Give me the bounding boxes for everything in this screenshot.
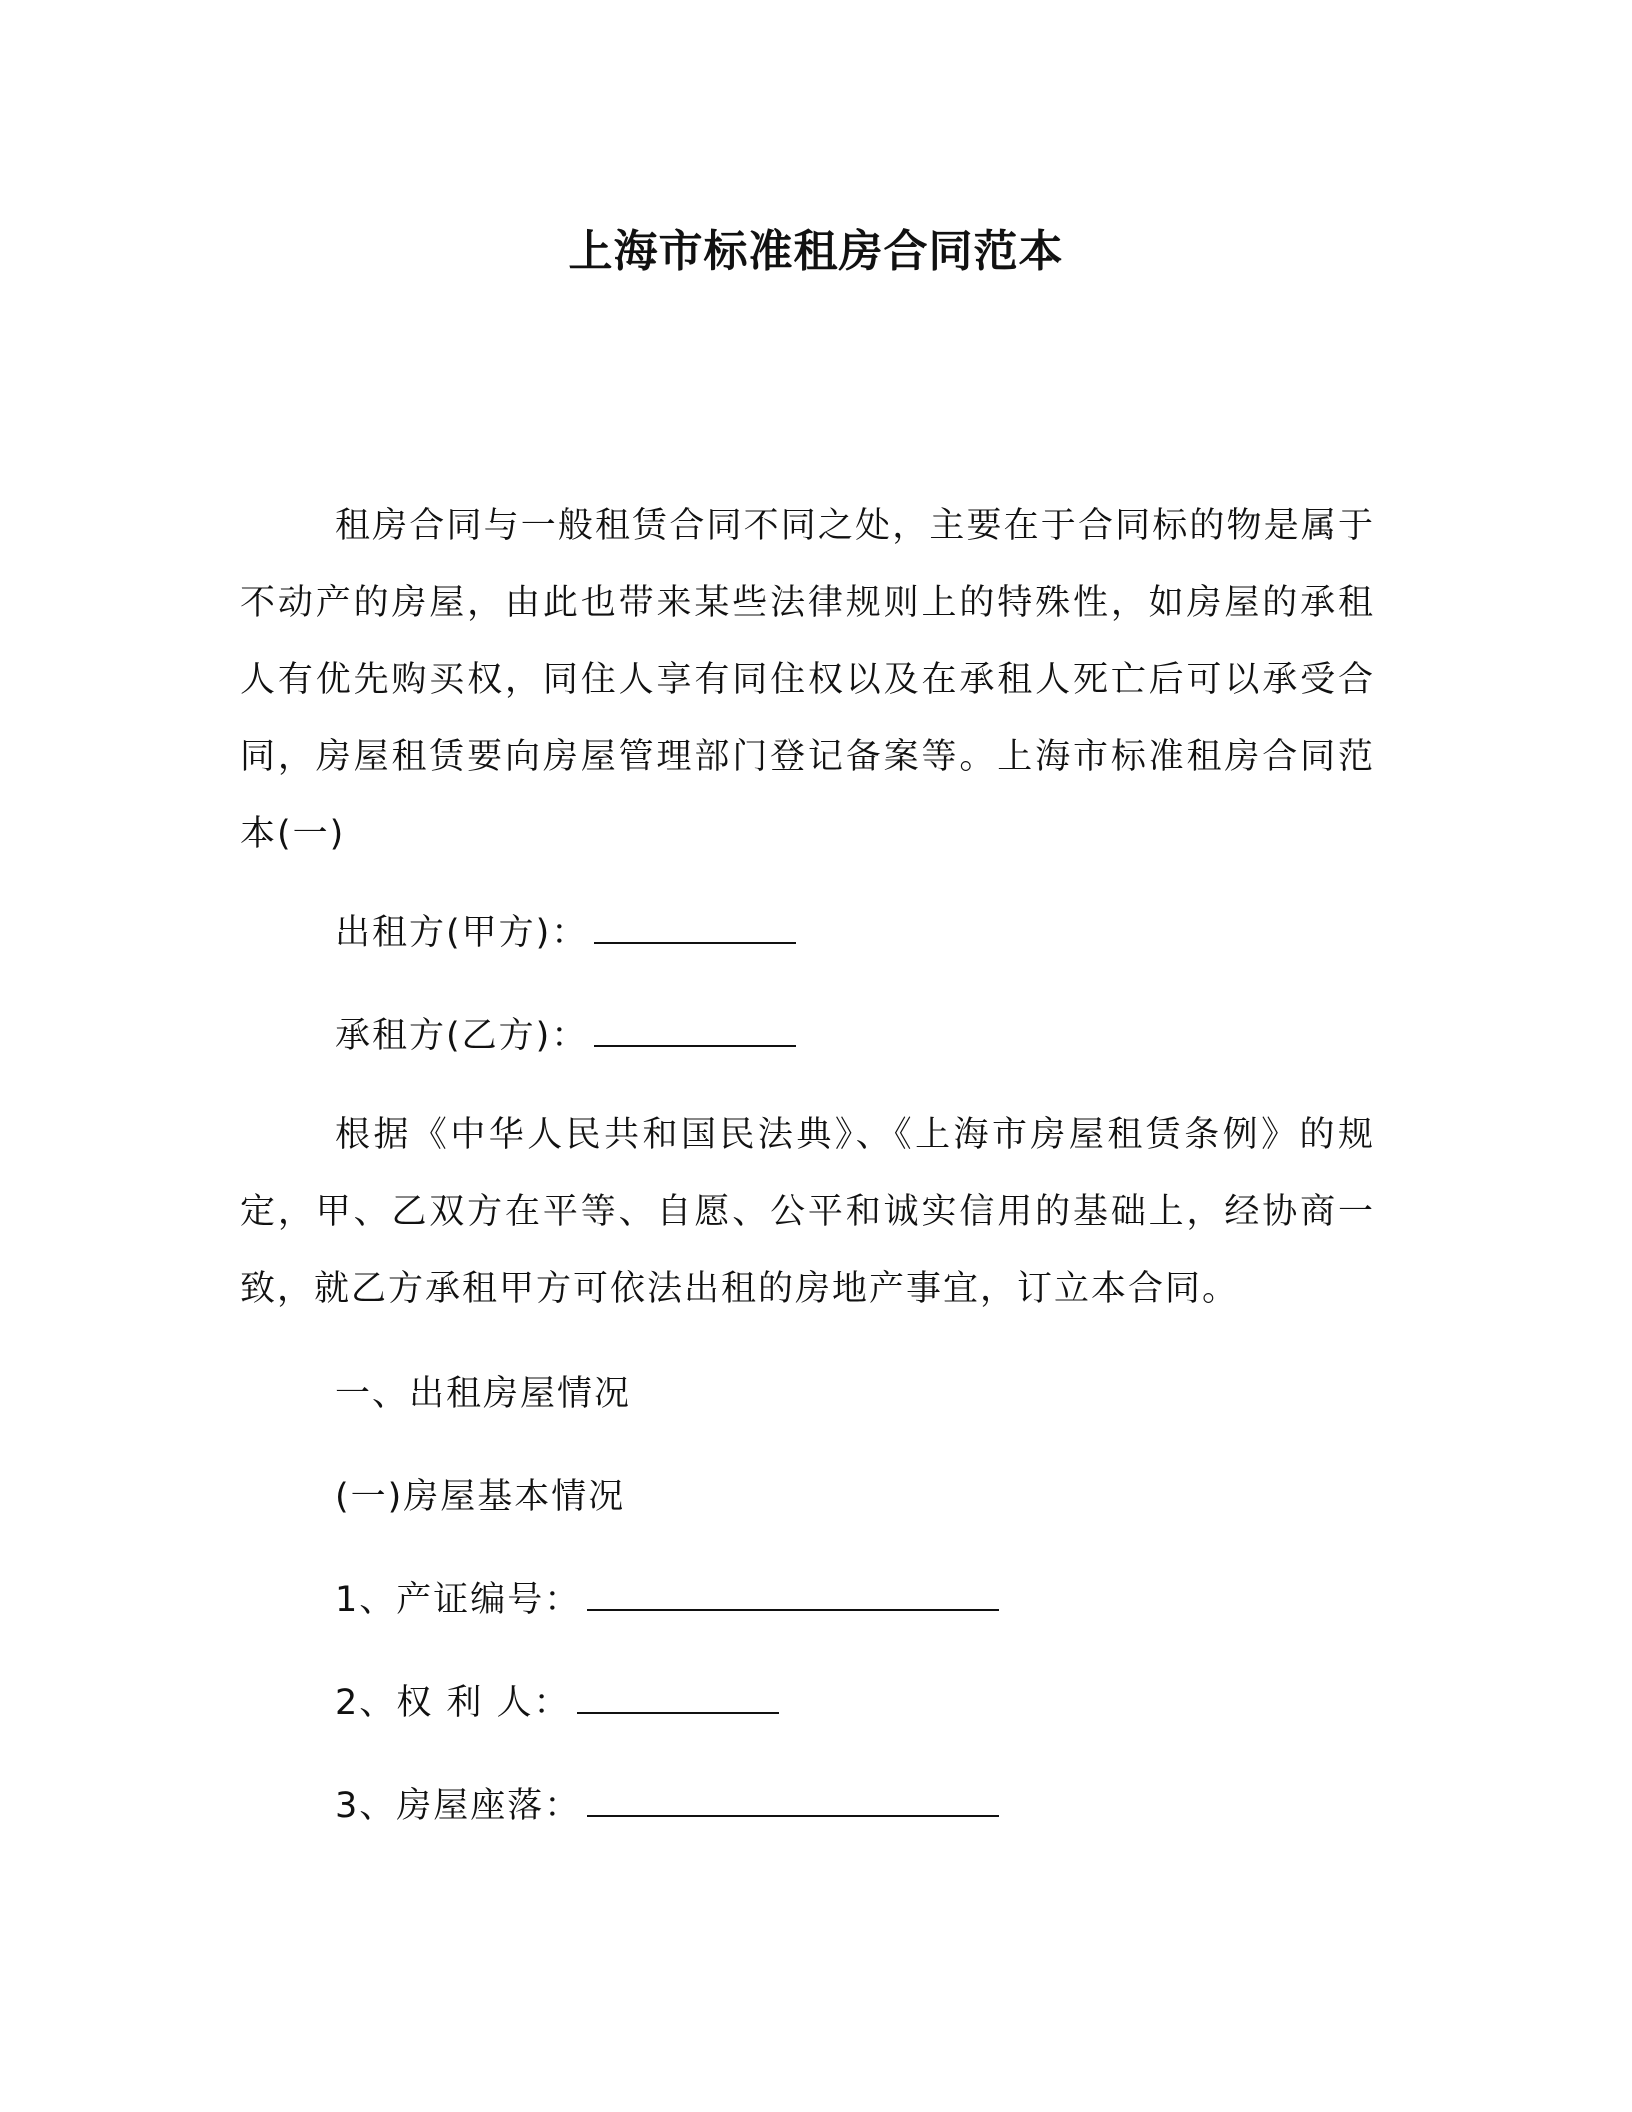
subsection-heading: (一)房屋基本情况 [335,1477,626,1517]
field-certificate-number-label: 1、产证编号： [335,1580,582,1620]
lessee-label: 承租方(乙方)： [335,1016,589,1056]
lessor-line [335,908,796,958]
section-heading: 一、出租房屋情况 [335,1374,632,1414]
basis-block [240,1097,1375,1328]
field-location-blank [587,1783,999,1817]
lessor-blank [594,910,796,944]
field-owner-blank [577,1680,779,1714]
basis-paragraph: 根据《中华人民共和国民法典》、《上海市房屋租赁条例》的规定，甲、乙双方在平等、自愿、公平和诚实信用的基础上，经协商一致，就乙方承租甲方可依法出租的房地产事宜，订立本合同。 [240,1115,1375,1309]
lessee-blank [594,1013,796,1047]
field-location [335,1781,999,1831]
field-location-label: 3、房屋座落： [335,1786,582,1826]
lessee-line [335,1011,796,1061]
lessor-label: 出租方(甲方)： [335,913,589,953]
intro-block [240,488,1375,873]
field-certificate-number [335,1575,999,1625]
field-owner [335,1678,779,1728]
intro-paragraph: 租房合同与一般租赁合同不同之处，主要在于合同标的物是属于不动产的房屋，由此也带来某些法律规则上的特殊性，如房屋的承租人有优先购买权，同住人享有同住权以及在承租人死亡后可以承受合同，房屋租赁要向房屋管理部门登记备案等。上海市标准租房合同范本(一) [240,506,1375,854]
document-title: 上海市标准租房合同范本 [568,226,1064,277]
field-certificate-number-blank [587,1577,999,1611]
field-owner-label: 2、权 利 人： [335,1683,571,1723]
